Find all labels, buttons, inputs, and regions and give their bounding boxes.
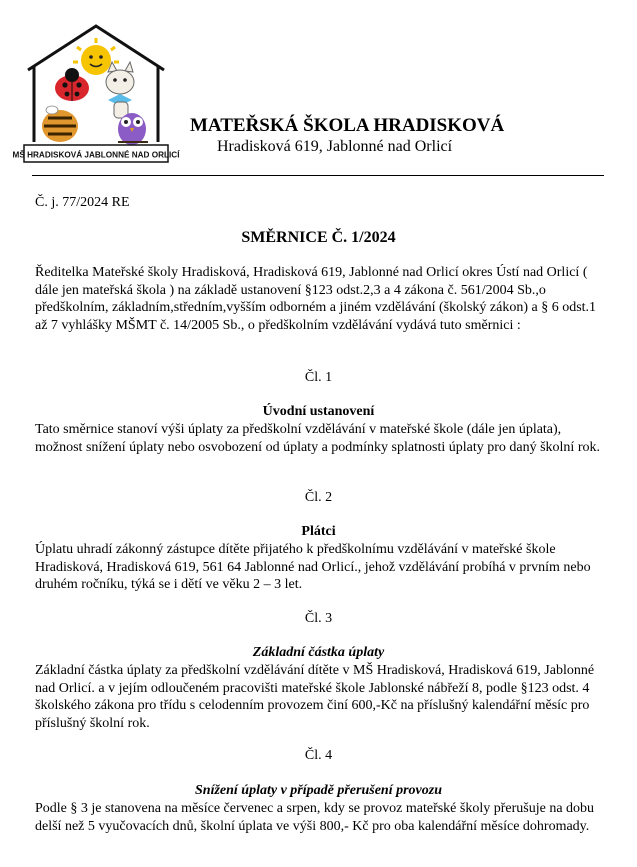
intro-paragraph: Ředitelka Mateřské školy Hradisková, Hradisková 619, Jablonné nad Orlicí okres Ústí nad Orlicí ( dále jen mateřská škola ) na základě ustanovení §123 odst.2,3 a 4 zákona č. 561/2004 Sb.,o předškolním, základním,středním,vyšším odborném a jiném vzdělávání (školský zákon) a § 6 odst.1 až 7 vyhlášky MŠMT č. 14/2005 Sb., o předškolním vzdělávání vydává tuto směrnici : xyxy=(35,265,597,333)
school-name: MATEŘSKÁ ŠKOLA HRADISKOVÁ xyxy=(190,115,505,136)
article-1-number: Čl. 1 xyxy=(304,370,333,385)
bee-icon xyxy=(42,106,78,142)
article-3-heading: Základní částka úplaty xyxy=(252,645,385,660)
owl-icon xyxy=(118,113,148,145)
document-title: SMĚRNICE Č. 1/2024 xyxy=(241,229,396,246)
article-1-text: Tato směrnice stanoví výši úplaty za předškolní vzdělávání v mateřské škole (dále jen úplata), možnost snížení úplaty nebo osvobození od úplaty a podmínky splatnosti úplaty pro daný školní rok. xyxy=(35,422,600,455)
school-logo xyxy=(12,22,180,164)
ladybug-icon xyxy=(55,68,89,101)
logo-text: MŠ HRADISKOVÁ JABLONNÉ NAD ORLICÍ xyxy=(12,150,180,160)
article-1-heading: Úvodní ustanovení xyxy=(262,404,375,419)
article-3-text: Základní částka úplaty za předškolní vzdělávání dítěte v MŠ Hradisková, Hradisková 619, Jablonné nad Orlicí. a v jejím odloučeném pracovišti mateřské škole Jablonské nábřeží 8, podle §123 odst. 4 školského zákona pro třídu s celodenním provozem činí 600,-Kč na příslušný kalendářní měsíc pro příslušný školní rok. xyxy=(35,663,595,731)
school-address: Hradisková 619, Jablonné nad Orlicí xyxy=(217,138,453,155)
article-2-heading: Plátci xyxy=(301,524,336,539)
reference-number: Č. j. 77/2024 RE xyxy=(35,195,130,210)
cat-icon xyxy=(106,62,134,118)
article-3-number: Čl. 3 xyxy=(304,611,333,626)
article-2-number: Čl. 2 xyxy=(304,490,333,505)
article-4-number: Čl. 4 xyxy=(304,748,333,763)
article-2-text: Úplatu uhradí zákonný zástupce dítěte přijatého k předškolnímu vzdělávání v mateřské škole Hradisková, Hradisková 619, 561 64 Jablonné nad Orlicí., jehož vzdělávání probíhá v prvním nebo druhém ročníku, týká se i dětí ve věku 2 – 3 let. xyxy=(35,542,591,592)
article-4-heading: Snížení úplaty v případě přerušení provozu xyxy=(195,783,442,798)
article-4-text: Podle § 3 je stanovena na měsíce červenec a srpen, kdy se provoz mateřské školy přerušuje na dobu delší než 5 vyučovacích dnů, školní úplata ve výši 800,- Kč pro oba kalendářní měsíce dohromady. xyxy=(35,801,595,834)
header-divider xyxy=(32,175,604,176)
